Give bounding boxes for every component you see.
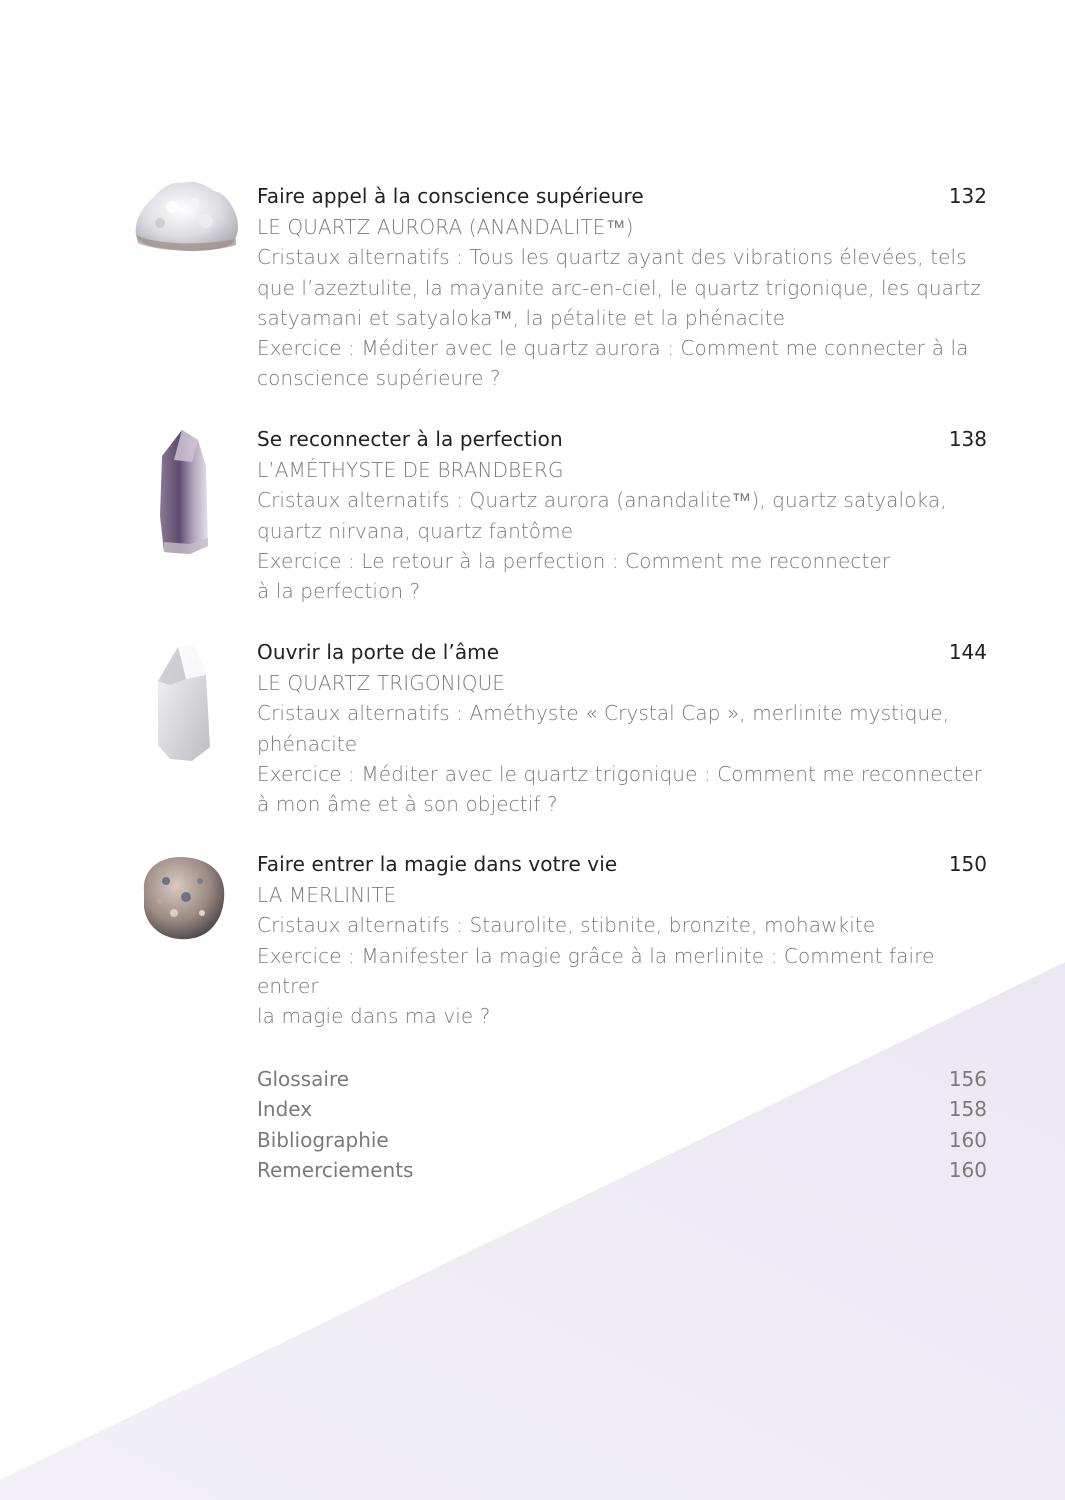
back-matter-label[interactable]: Glossaire — [257, 1067, 350, 1091]
page-number[interactable]: 132 — [948, 184, 987, 208]
merlinite-stone-image — [136, 851, 228, 943]
entry-line: Cristaux alternatifs : Tous les quartz ayant des vibrations élevées, tels — [257, 245, 967, 270]
back-matter-label[interactable]: Remerciements — [257, 1157, 414, 1182]
entry-line: que l’azeztulite, la mayanite arc-en-ciel, le quartz trigonique, les quartz — [257, 275, 981, 300]
chapter-title[interactable]: Faire entrer la magie dans votre vie — [257, 852, 618, 876]
entry-line: satyamani et satyaloka™, la pétalite et la phénacite — [257, 305, 786, 330]
back-matter-item[interactable] — [257, 1064, 987, 1094]
stone-name: LA MERLINITE — [257, 883, 397, 907]
chapter-title[interactable]: Ouvrir la porte de l’âme — [257, 640, 500, 664]
entry-line: Cristaux alternatifs : Améthyste « Crystal Cap », merlinite mystique, — [257, 701, 950, 726]
stone-name: LE QUARTZ TRIGONIQUE — [257, 671, 506, 695]
page-number[interactable]: 156 — [948, 1067, 987, 1091]
back-matter-label[interactable]: Index — [257, 1097, 313, 1122]
back-matter-item[interactable] — [257, 1125, 987, 1155]
entry-line: à mon âme et à son objectif ? — [257, 792, 558, 817]
entry-line: Exercice : Manifester la magie grâce à la merlinite : Comment faire entrer — [257, 943, 935, 998]
entry-line: Exercice : Méditer avec le quartz aurora : Comment me connecter à la — [257, 336, 969, 361]
entry-line: la magie dans ma vie ? — [257, 1004, 491, 1029]
page-number[interactable]: 160 — [948, 1157, 987, 1182]
page-number[interactable]: 150 — [948, 852, 987, 876]
trigonic-quartz-image — [150, 641, 216, 765]
entry-line: phénacite — [257, 731, 358, 756]
aurora-quartz-image — [132, 177, 242, 255]
page-number[interactable]: 158 — [948, 1097, 987, 1122]
chapter-title[interactable]: Se reconnecter à la perfection — [257, 427, 563, 451]
entry-line: à la perfection ? — [257, 579, 421, 604]
entry-line: Exercice : Méditer avec le quartz trigonique : Comment me reconnecter — [257, 761, 983, 786]
entry-line: quartz nirvana, quartz fantôme — [257, 518, 574, 543]
entry-line: conscience supérieure ? — [257, 366, 501, 391]
back-matter-item[interactable] — [257, 1094, 987, 1124]
entry-line: Cristaux alternatifs : Quartz aurora (anandalite™), quartz satyaloka, — [257, 488, 947, 513]
page-number[interactable]: 144 — [948, 640, 987, 664]
back-matter-label[interactable]: Bibliographie — [257, 1127, 389, 1152]
chapter-title[interactable]: Faire appel à la conscience supérieure — [257, 184, 644, 208]
page-number[interactable]: 160 — [948, 1127, 987, 1152]
back-matter-item[interactable] — [257, 1155, 987, 1185]
stone-name: L’AMÉTHYSTE DE BRANDBERG — [257, 458, 564, 482]
entry-line: Cristaux alternatifs : Staurolite, stibnite, bronzite, mohawkite — [257, 913, 876, 938]
amethyst-point-image — [152, 426, 214, 558]
stone-name: LE QUARTZ AURORA (ANANDALITE™) — [257, 215, 634, 239]
page-number[interactable]: 138 — [948, 427, 987, 451]
entry-line: Exercice : Le retour à la perfection : Comment me reconnecter — [257, 548, 891, 573]
